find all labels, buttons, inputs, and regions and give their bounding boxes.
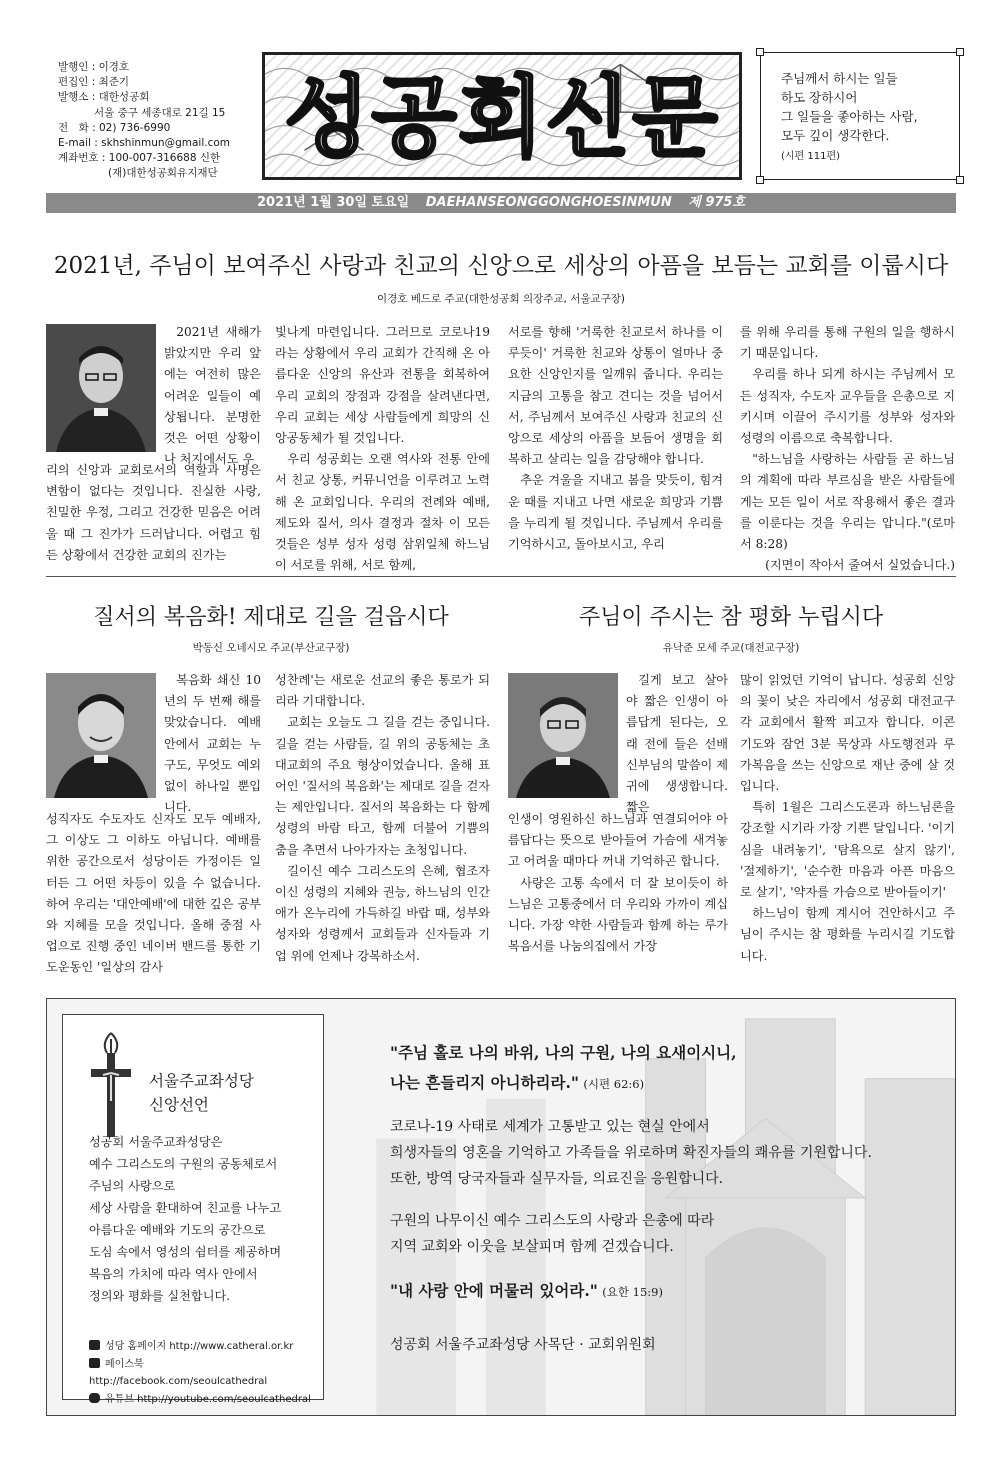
account-line: 계좌번호 : 100-007-316688 신한: [58, 152, 221, 165]
corner-ornament: [956, 48, 964, 56]
article3-col1-rest: [508, 809, 728, 957]
paragraph: 추운 겨울을 지내고 봄을 맞듯이, 힘겨운 때를 지내고 나면 새로운 희망과 기쁨을 누리게 될 것입니다. 주님께서 우리를 기억하시고, 돌아보시고, 우리: [508, 473, 723, 552]
declaration-line: 희생자들의 영혼을 기억하고 가족들을 위로하며 확진자들의 쾌유를 기원합니다.: [390, 1145, 872, 1161]
statement-line: 아름다운 예배와 기도의 공간으로: [89, 1223, 266, 1237]
homepage-link[interactable]: [89, 1338, 323, 1356]
email-line: E-mail : skhshinmun@gmail.com: [58, 137, 230, 150]
link-text: 유튜브 http://youtube.com/seoulcathedral: [105, 1393, 311, 1405]
article3-col2: [740, 670, 955, 967]
article3-headline: 주님이 주시는 참 평화 누립시다: [578, 605, 884, 630]
quote-line: 하도 장하시어: [781, 90, 858, 105]
masthead: [262, 52, 742, 180]
paragraph: 특히 1월은 그리스도론과 하느님론을 강조할 시기라 가장 기쁜 달입니다. '이기심을 내려놓기', '탐욕으로 살지 않기', '절제하기', '순수한 마음과 아픈 마음으로 살기', '약자를 가슴으로 받아들이기': [740, 800, 955, 900]
author-photo-lee: [46, 324, 156, 452]
title-line: 서울주교좌성당: [149, 1072, 254, 1090]
paper-name-roman: DAEHANSEONGGONGHOESINMUN: [425, 195, 672, 210]
article3-byline: 유낙준 모세 주교(대전교구장): [662, 642, 800, 654]
statement-line: 주님의 사랑으로: [89, 1179, 176, 1193]
title-line: 신앙선언: [149, 1096, 209, 1114]
paragraph: 성찬례'는 새로운 선교의 좋은 통로가 되리라 기대합니다.: [275, 673, 490, 709]
article2-col1-beside: [164, 670, 261, 818]
quote-line: 주님께서 하시는 일들: [781, 71, 898, 86]
quote2-reference: (요한 15:9): [602, 1285, 663, 1299]
home-icon: [89, 1340, 100, 1350]
paragraph: 하느님이 함께 계시어 건안하시고 주님이 주시는 참 평화를 누리시길 기도합니다.: [740, 906, 955, 963]
paragraph: 많이 읽었던 기억이 납니다. 성공회 신앙의 꽃이 낮은 자리에서 성공회 대전교구 각 교회에서 활짝 피고자 합니다. 이콘 기도와 잠언 3분 묵상과 사도행전과 루가복음을 쓰는 신앙으로 재난 중에 살 것입니다.: [740, 673, 955, 794]
corner-ornament: [756, 176, 764, 184]
quote-line: 그 일들을 좋아하는 사람,: [781, 109, 918, 124]
paragraph: 빛나게 마련입니다. 그러므로 코로나19라는 상황에서 우리 교회가 간직해 온 아름다운 신앙의 유산과 전통을 회복하여 우리 교회의 장점과 강점을 살려낸다면, 우리 교회는 세상 사람들에게 희망의 신앙공동체가 될 것입니다.: [275, 325, 490, 446]
editor-line: 편집인 : 최준기: [58, 76, 130, 89]
declaration-signature: 성공회 서울주교좌성당 사목단 · 교회위원회: [390, 1337, 656, 1353]
publisher-info: [58, 60, 258, 182]
article1-byline: 이경호 베드로 주교(대한성공회 의장주교, 서울교구장): [376, 293, 626, 305]
statement-line: 복음의 가치에 따라 역사 안에서: [89, 1267, 258, 1281]
article1-col2: [275, 322, 490, 576]
facebook-icon: [89, 1358, 100, 1368]
declaration-line: 또한, 방역 당국자들과 실무자들, 의료진을 응원합니다.: [390, 1171, 724, 1187]
paragraph: 사랑은 고통 속에서 더 잘 보이듯이 하느님은 고통중에서 더 우리와 가까이 계십니다. 가장 약한 사람들과 함께 하는 루가복음서를 나눔의집에서 가장: [508, 875, 728, 954]
cross-icon: [85, 1029, 137, 1141]
phone-line: 전 화 : 02) 736-6990: [58, 121, 171, 134]
paragraph: 서로를 향해 '거룩한 친교로서 하나를 이루듯이' 거룩한 친교와 상통이 얼마나 중요한 신앙인지를 일깨워 줍니다. 우리는 지금의 고통을 참고 견디는 것을 넘어서서, 주님께서 보여주신 사랑과 친교의 신앙으로 세상의 아픔을 보듬어 생명을 회복하고 살리는 일을 감당해야 합니다.: [508, 325, 723, 467]
youtube-icon: [89, 1393, 100, 1403]
article2-headline: 질서의 복음화! 제대로 길을 걸읍시다: [93, 605, 449, 630]
quote2: "내 사랑 안에 머물러 있어라.": [390, 1281, 598, 1300]
quote-source: (시편 111편): [781, 151, 841, 162]
article2-col1-rest: [46, 809, 261, 979]
paragraph: 교회는 오늘도 그 길을 걷는 중입니다. 길을 걷는 사람들, 길 위의 공동체는 초대교회의 주요 형상이었습니다. 올해 표어인 '질서의 복음화'는 제대로 길을 걷자는 제안입니다. 질서의 복음화는 다 함께 성령의 바람 타고, 함께 더불어 기쁨의 춤을 추면서 나아가자는 초청입니다.: [275, 715, 490, 857]
article1-col4: [740, 322, 955, 576]
quote1-reference: (시편 62:6): [583, 1077, 645, 1091]
office-line: 발행소 : 대한성공회: [58, 91, 150, 104]
statement-line: 도심 속에서 영성의 쉼터를 제공하며: [89, 1245, 282, 1259]
address-line: 서울 중구 세종대로 21길 15: [94, 106, 226, 119]
cathedral-links: [89, 1338, 323, 1408]
portrait-image: [508, 673, 618, 798]
link-text: 페이스북 http://facebook.com/seoulcathedral: [89, 1358, 268, 1387]
article1-col1-beside: [164, 322, 261, 470]
editor-note: (지면이 작아서 줄여서 실었습니다.): [765, 558, 955, 573]
paragraph: 우리를 하나 되게 하시는 주님께서 모든 성직자, 수도자 교우들을 은총으로 지키시며 이끌어 주시기를 성부와 성자와 성령의 이름으로 축복합니다.: [740, 367, 955, 446]
paragraph: 2021년 새해가 밝았지만 우리 앞에는 여전히 많은 어려운 일들이 예상됩니다. 분명한 것은 어떤 상황이나 처지에서도 우: [164, 325, 261, 467]
article2-col2: [275, 670, 490, 967]
statement-title: [149, 1069, 254, 1117]
issue-number: 제 975호: [688, 195, 746, 210]
paragraph: 길게 보고 살아야 짧은 인생이 아름답게 된다는, 오래 전에 들은 선배 신부님의 말씀이 제 귀에 생생합니다. 짧은: [626, 673, 728, 815]
youtube-link[interactable]: [89, 1391, 323, 1409]
faith-statement-card: [62, 1014, 324, 1405]
facebook-link[interactable]: [89, 1356, 323, 1391]
statement-line: 세상 사람을 환대하여 친교를 나누고: [89, 1201, 282, 1215]
paragraph: 길이신 예수 그리스도의 은혜, 협조자이신 성령의 지혜와 권능, 하느님의 인간애가 온누리에 가득하길 바랍 때, 성부와 성자와 성령께서 교회들과 신자들과 기업 위에 언제나 강복하소서.: [275, 863, 490, 963]
declaration-text: [390, 1038, 950, 1374]
declaration-line: 코로나-19 사태로 세계가 고통받고 있는 현실 안에서: [390, 1119, 710, 1135]
quote-line: 모두 깊이 생각한다.: [781, 128, 890, 143]
statement-body: [89, 1131, 319, 1307]
issue-date: 2021년 1월 30일 토요일: [256, 195, 410, 210]
paragraph: "하느님을 사랑하는 사람들 곧 하느님의 계획에 따라 부르심을 받은 사람들에게는 모든 일이 서로 작용해서 좋은 결과를 이룬다는 것을 우리는 압니다."(로마서 8:28): [740, 452, 955, 552]
statement-line: 예수 그리스도의 구원의 공동체로서: [89, 1157, 278, 1171]
quote1-line: "주님 홀로 나의 바위, 나의 구원, 나의 요새이시니,: [390, 1043, 737, 1062]
portrait-image: [46, 673, 156, 798]
paragraph: 복음화 쇄신 10년의 두 번째 해를 맞았습니다. 예배 안에서 교회는 누구도, 무엇도 예외 없이 하나일 뿐입니다.: [164, 673, 261, 815]
paragraph: 를 위해 우리를 통해 구원의 일을 행하시기 때문입니다.: [740, 325, 955, 361]
article1-col3: [508, 322, 723, 555]
portrait-image: [46, 324, 156, 452]
section-divider: [46, 576, 956, 577]
masthead-title: 성공회신문: [284, 66, 720, 169]
foundation-line: (재)대한성공회유지재단: [108, 167, 218, 180]
author-photo-park: [46, 673, 156, 798]
article1-headline: 2021년, 주님이 보여주신 사랑과 친교의 신앙으로 세상의 아픔을 보듬는 교회를 이룹시다: [53, 253, 949, 279]
declaration-line: 구원의 나무이신 예수 그리스도의 사랑과 은총에 따라: [390, 1213, 715, 1229]
date-bar: [46, 193, 956, 213]
article2-byline: 박동신 오네시모 주교(부산교구장): [192, 642, 350, 654]
article1-col1-rest: [46, 460, 261, 566]
scripture-quote-box: [760, 52, 960, 180]
declaration-line: 지역 교회와 이웃을 보살피며 함께 걷겠습니다.: [390, 1239, 674, 1255]
quote1-line: 나는 흔들리지 아니하리라.": [390, 1073, 579, 1092]
corner-ornament: [756, 48, 764, 56]
corner-ornament: [956, 176, 964, 184]
link-text: 성당 홈페이지 http://www.catheral.or.kr: [105, 1341, 294, 1352]
paragraph: 인생이 영원하신 하느님과 연결되어야 아름답다는 뜻으로 받아들여 가슴에 새겨놓고 어려울 때마다 꺼내 기억하곤 합니다.: [508, 812, 728, 869]
publisher-line: 발행인 : 이경호: [58, 61, 130, 73]
paragraph: 리의 신앙과 교회로서의 역할과 사명은 변함이 없다는 것입니다. 진실한 사랑, 친밀한 우정, 그리고 건강한 믿음은 어려울 때 그 진가가 드러납니다. 어렵고 힘든 상황에서 건강한 교회의 진가는: [46, 463, 261, 562]
paragraph: 성직자도 수도자도 신자도 모두 예배자, 그 이상도 그 이하도 아닙니다. 예배를 위한 공간으로서 성당이든 가정이든 일터든 그 어떤 차등이 있을 수 없습니다. 하여 우리는 '대안예배'에 대한 깊은 공부와 지혜를 모을 것입니다. 올해 중점 사업으로 진행 중인 네이버 밴드를 통한 기도운동인 '일상의 감사: [46, 812, 261, 975]
statement-line: 성공회 서울주교좌성당은: [89, 1135, 223, 1149]
statement-line: 정의와 평화를 실천합니다.: [89, 1289, 231, 1303]
article3-col1-beside: [626, 670, 728, 818]
author-photo-yoo: [508, 673, 618, 798]
paragraph: 우리 성공회는 오랜 역사와 전통 안에서 친교 상통, 커뮤니언을 이루려고 노력해 온 교회입니다. 우리의 전례와 예배, 제도와 질서, 의사 결정과 절차 이 모든 것들은 성부 성자 성령 삼위일체 하느님이 서로를 위해, 서로 함께,: [275, 452, 490, 573]
